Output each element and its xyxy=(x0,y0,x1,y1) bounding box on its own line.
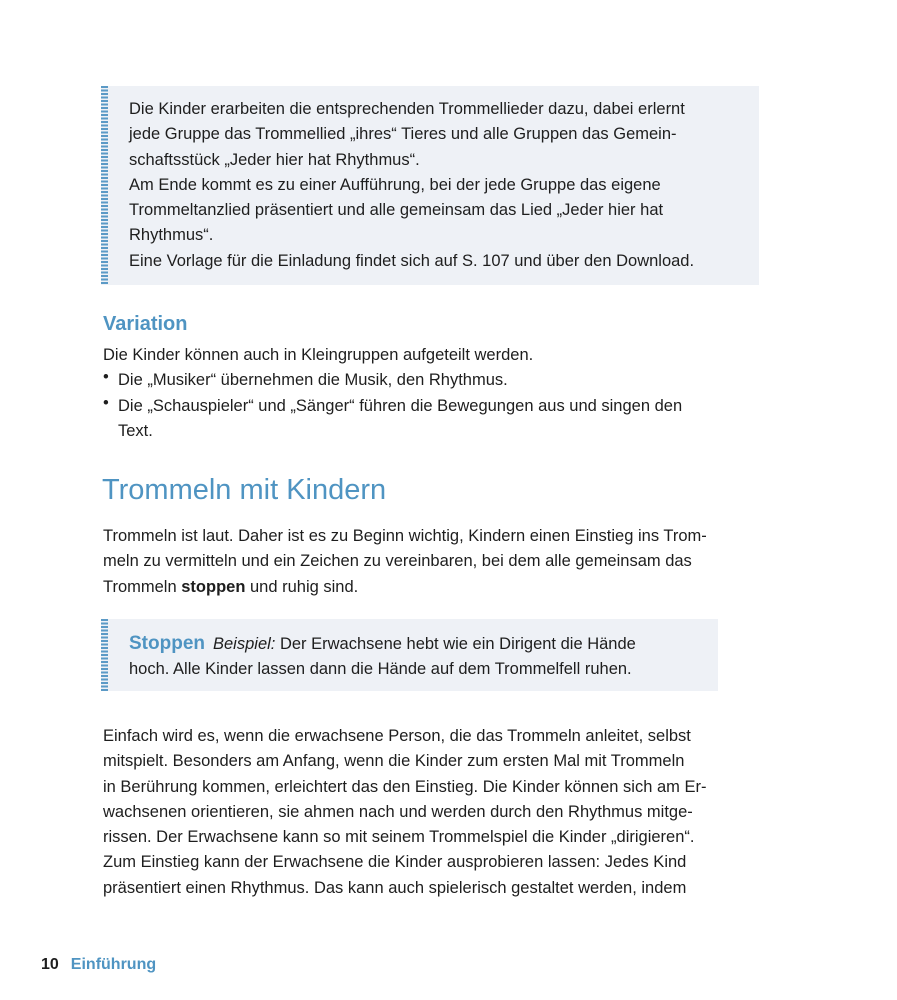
info-box xyxy=(101,86,759,285)
text-line: präsentiert einen Rhythmus. Das kann auch spielerisch gestaltet werden, indem xyxy=(103,878,687,897)
text-line xyxy=(129,631,636,657)
striped-border xyxy=(101,86,108,285)
text-line: Zum Einstieg kann der Erwachsene die Kinder ausprobieren lassen: Jedes Kind xyxy=(103,853,687,872)
example-label: Beispiel: xyxy=(213,635,276,653)
page-footer xyxy=(41,956,156,974)
variation-body xyxy=(103,343,682,444)
bold-text: stoppen xyxy=(181,577,246,596)
text-line: meln zu vermitteln und ein Zeichen zu vereinbaren, bei dem alle gemeinsam das xyxy=(103,552,692,571)
text-line: Einfach wird es, wenn die erwachsene Person, die das Trommeln anleitet, selbst xyxy=(103,727,691,745)
text-line: Die Kinder erarbeiten die entsprechenden Trommellieder dazu, dabei erlernt xyxy=(129,100,685,118)
striped-border xyxy=(101,619,108,691)
example-text xyxy=(129,631,636,683)
text-line xyxy=(103,575,707,600)
section-heading: Trommeln mit Kindern xyxy=(102,474,387,506)
text-line: jede Gruppe das Trommellied „ihres“ Tieres und alle Gruppen das Gemein- xyxy=(129,125,677,144)
text-line: rissen. Der Erwachsene kann so mit seinem Trommelspiel die Kinder „dirigieren“. xyxy=(103,828,695,847)
text-line: mitspielt. Besonders am Anfang, wenn die Kinder zum ersten Mal mit Trommeln xyxy=(103,752,685,771)
info-box-text xyxy=(129,97,694,274)
list-item-text: Text. xyxy=(118,421,153,440)
text: Trommeln xyxy=(103,577,182,596)
example-title: Stoppen xyxy=(129,633,205,654)
footer-section: Einführung xyxy=(70,956,157,973)
variation-intro: Die Kinder können auch in Kleingruppen aufgeteilt werden. xyxy=(103,346,534,364)
text-line: schaftsstück „Jeder hier hat Rhythmus“. xyxy=(129,150,420,169)
list-item xyxy=(103,394,682,445)
text-line: Trommeltanzlied präsentiert und alle gemeinsam das Lied „Jeder hier hat xyxy=(129,201,664,220)
text-line: Eine Vorlage für die Einladung findet sich auf S. 107 und über den Download. xyxy=(129,251,695,270)
list-item-text: • Die „Schauspieler“ und „Sänger“ führen die Bewegungen aus und singen den xyxy=(118,396,683,415)
text-line: Rhythmus“. xyxy=(129,226,214,245)
text-line: hoch. Alle Kinder lassen dann die Hände auf dem Trommelfell ruhen. xyxy=(129,660,632,679)
text: und ruhig sind. xyxy=(245,577,359,596)
list-item xyxy=(103,368,682,393)
text-line: Trommeln ist laut. Daher ist es zu Beginn wichtig, Kindern einen Einstieg ins Trom- xyxy=(103,527,707,545)
text: Der Erwachsene hebt wie ein Dirigent die Hände xyxy=(275,635,636,653)
example-box xyxy=(101,619,718,691)
text-line: Am Ende kommt es zu einer Aufführung, bei der jede Gruppe das eigene xyxy=(129,175,661,194)
list-item-text: • Die „Musiker“ übernehmen die Musik, den Rhythmus. xyxy=(118,371,508,390)
variation-heading: Variation xyxy=(103,313,188,335)
paragraph xyxy=(103,724,706,901)
page-number: 10 xyxy=(41,956,59,973)
text-line: in Berührung kommen, erleichtert das den Einstieg. Die Kinder können sich am Er- xyxy=(103,777,707,796)
text-line: wachsenen orientieren, sie ahmen nach und werden durch den Rhythmus mitge- xyxy=(103,802,693,821)
paragraph xyxy=(103,524,707,600)
